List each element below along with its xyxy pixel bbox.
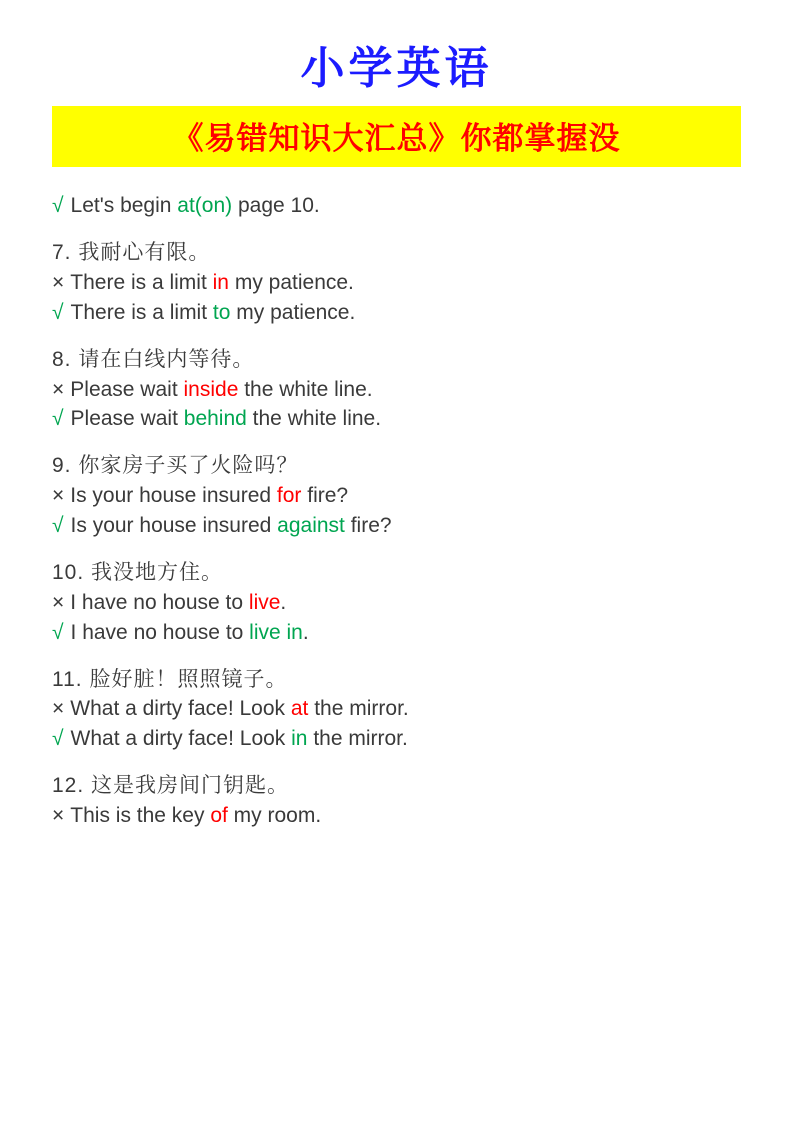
wrong-word: of xyxy=(210,804,228,828)
sentence-text: This is the key xyxy=(70,804,211,828)
entry-chinese-prompt: 11. 脸好脏！照照镜子。 xyxy=(52,667,288,691)
correct-sentence-line xyxy=(52,193,741,220)
right-word: to xyxy=(212,300,231,324)
right-word: live in xyxy=(249,620,303,644)
sentence-text: the white line. xyxy=(238,377,373,401)
sentence-text: the mirror. xyxy=(308,697,409,721)
entry-group xyxy=(52,560,741,647)
incorrect-sentence-line xyxy=(52,483,741,510)
right-word: at(on) xyxy=(177,194,233,218)
cross-mark-icon: × xyxy=(52,697,65,721)
sentence-text: There is a limit xyxy=(70,300,213,324)
correct-sentence-line xyxy=(52,300,741,327)
sentence-text: my patience. xyxy=(230,300,356,324)
sentence-text: Is your house insured xyxy=(70,484,277,508)
wrong-word: inside xyxy=(183,377,239,401)
entry-group xyxy=(52,453,741,540)
incorrect-sentence-line xyxy=(52,377,741,404)
entry-group xyxy=(52,193,741,220)
wrong-word: in xyxy=(212,270,229,294)
sentence-text: What a dirty face! Look xyxy=(70,697,291,721)
entry-chinese-prompt: 7. 我耐心有限。 xyxy=(52,241,211,265)
sentence-text: . xyxy=(302,620,309,644)
sentence-text: Let's begin xyxy=(70,194,178,218)
check-mark-icon: √ xyxy=(52,194,64,218)
sentence-text: There is a limit xyxy=(70,270,213,294)
entry-chinese-prompt: 8. 请在白线内等待。 xyxy=(52,347,255,371)
right-word: behind xyxy=(183,407,247,431)
entry-list xyxy=(52,193,741,830)
sentence-text: I have no house to xyxy=(70,620,250,644)
sentence-text: Please wait xyxy=(70,407,184,431)
sentence-text: my patience. xyxy=(229,270,354,294)
check-mark-icon: √ xyxy=(52,727,64,751)
incorrect-sentence-line xyxy=(52,590,741,617)
incorrect-sentence-line xyxy=(52,803,741,830)
incorrect-sentence-line xyxy=(52,270,741,297)
entry-group xyxy=(52,240,741,327)
entry-group xyxy=(52,347,741,434)
wrong-word: live xyxy=(248,590,281,614)
correct-sentence-line xyxy=(52,726,741,753)
check-mark-icon: √ xyxy=(52,407,64,431)
wrong-word: for xyxy=(276,484,302,508)
cross-mark-icon: × xyxy=(52,484,65,508)
entry-group xyxy=(52,773,741,830)
sentence-text: fire? xyxy=(344,514,392,538)
page-subtitle: 《易错知识大汇总》你都掌握没 xyxy=(172,121,621,158)
entry-chinese-prompt: 12. 这是我房间门钥匙。 xyxy=(52,774,290,798)
wrong-word: at xyxy=(290,697,309,721)
correct-sentence-line xyxy=(52,513,741,540)
sentence-text: fire? xyxy=(301,484,349,508)
cross-mark-icon: × xyxy=(52,804,65,828)
sentence-text: page 10. xyxy=(232,194,320,218)
entry-chinese-prompt: 10. 我没地方住。 xyxy=(52,560,224,584)
entry-chinese-prompt: 9. 你家房子买了火险吗？ xyxy=(52,454,299,478)
sentence-text: . xyxy=(280,590,287,614)
page-title: 小学英语 xyxy=(300,43,493,94)
sentence-text: I have no house to xyxy=(70,590,249,614)
subtitle-highlight-band xyxy=(52,106,741,167)
sentence-text: Is your house insured xyxy=(70,514,278,538)
correct-sentence-line xyxy=(52,406,741,433)
check-mark-icon: √ xyxy=(52,620,64,644)
sentence-text: Please wait xyxy=(70,377,184,401)
cross-mark-icon: × xyxy=(52,377,65,401)
right-word: in xyxy=(291,727,308,751)
sentence-text: What a dirty face! Look xyxy=(70,727,292,751)
sentence-text: the mirror. xyxy=(307,727,408,751)
entry-group xyxy=(52,667,741,754)
right-word: against xyxy=(277,514,345,538)
cross-mark-icon: × xyxy=(52,270,65,294)
incorrect-sentence-line xyxy=(52,696,741,723)
sentence-text: my room. xyxy=(227,804,322,828)
sentence-text: the white line. xyxy=(246,407,382,431)
check-mark-icon: √ xyxy=(52,300,64,324)
check-mark-icon: √ xyxy=(52,514,64,538)
correct-sentence-line xyxy=(52,620,741,647)
cross-mark-icon: × xyxy=(52,590,65,614)
